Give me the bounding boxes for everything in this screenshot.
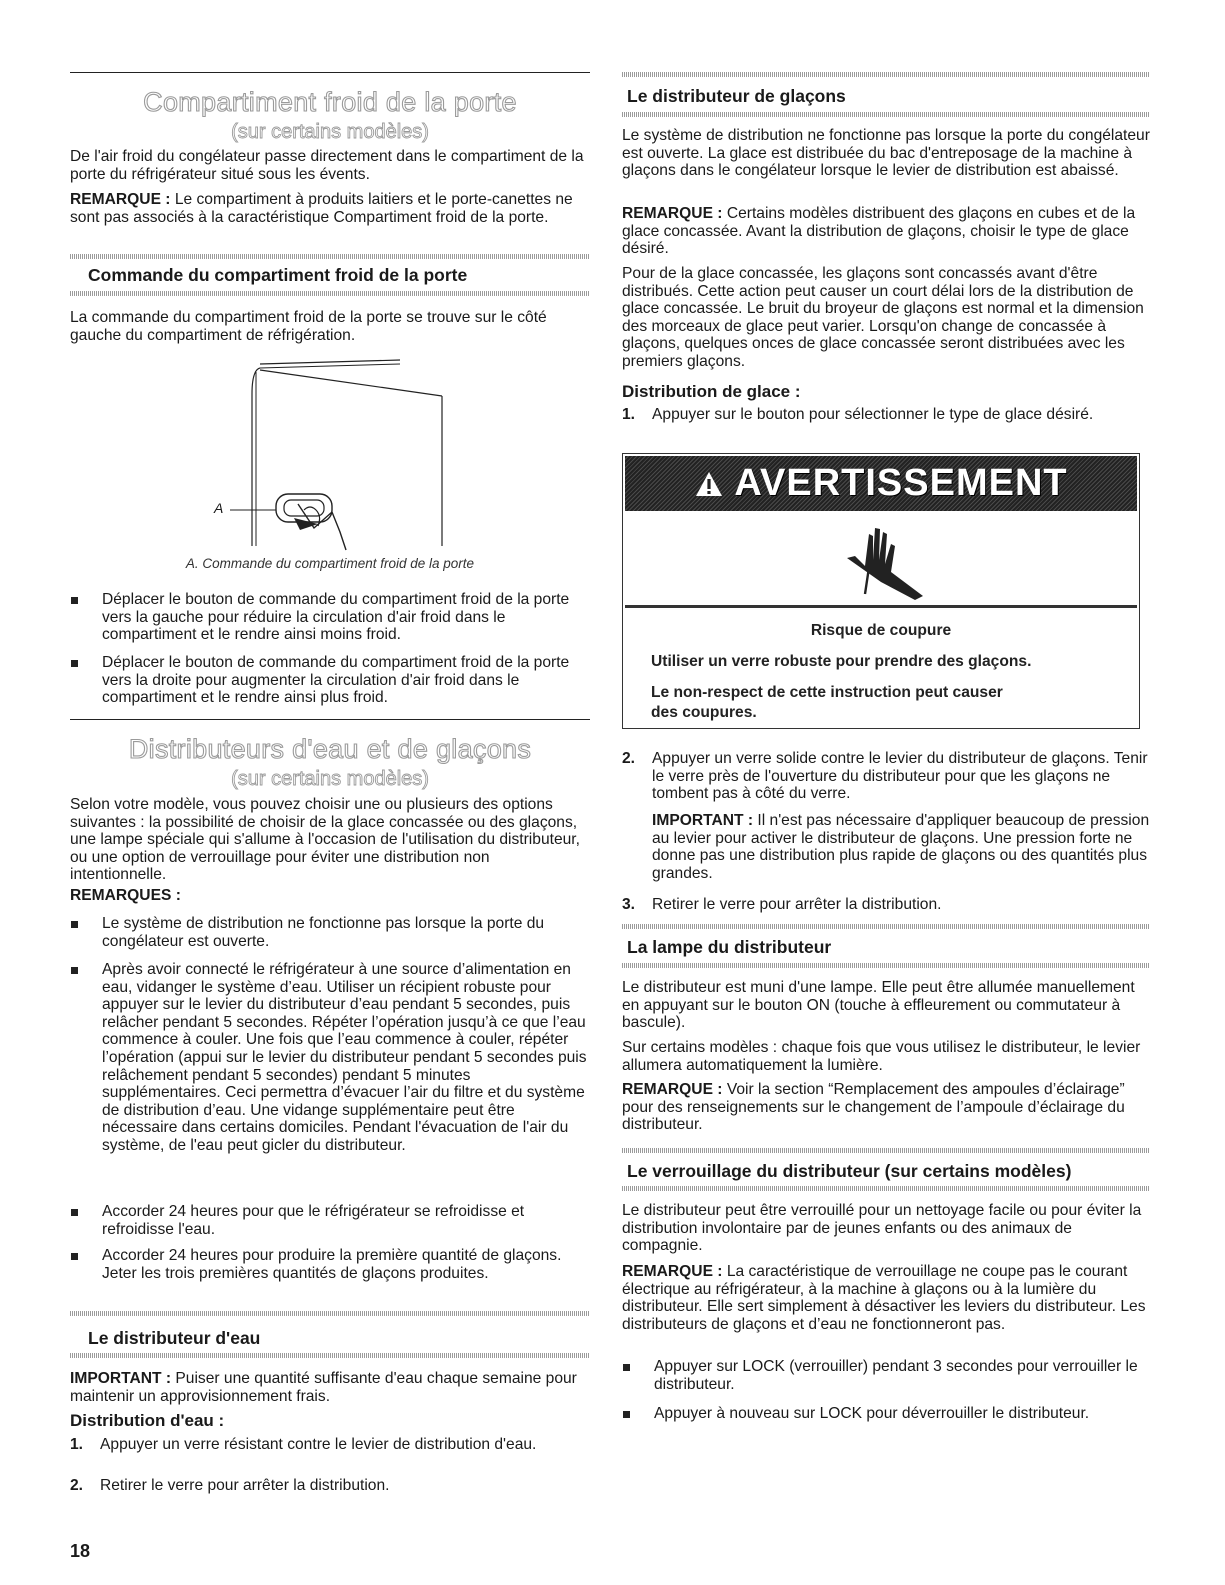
door-compartment-illustration [190,354,530,554]
paragraph: Selon votre modèle, vous pouvez choisir une ou plusieurs des options suivantes : la possibilité de choisir de la glace concassée ou des glaçons, une lampe spéciale qui s'allume à l'occasion de l'utilisation du distributeur, ou une option de verrouillage pour éviter une distribution non intentionnelle. [70,796,580,884]
warning-separator [625,605,1137,608]
divider [70,291,590,296]
paragraph: De l'air froid du congélateur passe directement dans le compartiment de la porte du réfrigérateur situé sous les évents. [70,148,584,183]
bullet-icon [71,1253,78,1260]
remark: REMARQUE : Certains modèles distribuent des glaçons en cubes et de la glace concassée. Avant la distribution de glaçons, choisir le type de glace désiré. [622,205,1136,258]
warning-text: des coupures. [651,704,757,721]
divider [622,112,1150,117]
bullet-icon [71,921,78,928]
list-item: 2. Appuyer un verre solide contre le levier du distributeur de glaçons. Tenir le verre près de l'ouverture du distributeur pour que les glaçons ne tombent pas à côté du verre. [622,750,1148,803]
warning-banner [625,456,1137,511]
list-item: Accorder 24 heures pour que le réfrigérateur se refroidisse et refroidisse l'eau. [70,1203,590,1238]
important-note: IMPORTANT : Il n'est pas nécessaire d'appliquer beaucoup de pression au levier pour activer le distributeur de glaçons. Une pression forte ne donne pas une distribution plus rapide de glaçons ou des quantités plus grandes. [652,812,1150,882]
warning-triangle-icon [694,470,724,498]
divider [622,924,1150,929]
list-item: 1. Appuyer sur le bouton pour sélectionner le type de glace désiré. [622,406,1094,423]
paragraph: Le système de distribution ne fonctionne pas lorsque la porte du congélateur est ouverte. La glace est distribuée du bac d'entreposage de la machine à glaçons dans le congélateur lorsque le levier de distribution est abaissé. [622,127,1150,180]
warning-text: Utiliser un verre robuste pour prendre des glaçons. [651,653,1032,670]
paragraph: Le distributeur peut être verrouillé pour un nettoyage facile ou pour éviter la distribution involontaire par de jeunes enfants ou des animaux de compagnie. [622,1202,1142,1255]
section-title: Compartiment froid de la porte [143,87,517,117]
list-item: Accorder 24 heures pour produire la première quantité de glaçons. Jeter les trois premières quantités de glaçons produites. [70,1247,590,1282]
warning-risk: Risque de coupure [810,622,952,639]
list-item: Déplacer le bouton de commande du compartiment froid de la porte vers la gauche pour réduire la circulation d'air froid dans le compartiment et le rendre ainsi moins froid. [70,591,590,644]
warning-text: Le non-respect de cette instruction peut causer [651,684,1003,701]
list-item: Déplacer le bouton de commande du compartiment froid de la porte vers la droite pour augmenter la circulation d'air froid dans le compartiment et le rendre ainsi plus froid. [70,654,590,707]
divider [70,1353,590,1358]
divider [622,1186,1150,1191]
warning-title: AVERTISSEMENT [734,462,1068,504]
section-heading: Le distributeur de glaçons [627,86,846,106]
section-heading: Le verrouillage du distributeur (sur certains modèles) [627,1161,1072,1181]
bullet-icon [71,1209,78,1216]
subheading: Distribution d'eau : [70,1411,225,1430]
figure-caption: A. Commande du compartiment froid de la porte [185,556,475,571]
paragraph: La commande du compartiment froid de la porte se trouve sur le côté gauche du compartiment de réfrigération. [70,309,547,344]
divider [622,1148,1150,1153]
list-item: Le système de distribution ne fonctionne pas lorsque la porte du congélateur est ouverte. [70,915,590,950]
bullet-icon [623,1411,630,1418]
divider [70,1311,590,1316]
paragraph: Pour de la glace concassée, les glaçons sont concassés avant d'être distribués. Cette action peut causer un court délai lors de la distribution de glace concassée. Le bruit du broyeur de glaçons est normal et la dimension des morceaux de glace peut varier. Lorsqu'on change de concassée à glaçons, quelques onces de glace concassée seront distribuées avec les premiers glaçons. [622,265,1144,370]
section-subtitle: (sur certains modèles) [231,121,429,143]
hand-cut-icon [835,514,935,600]
section-heading: Le distributeur d'eau [88,1328,261,1348]
divider [70,72,590,73]
paragraph: Sur certains modèles : chaque fois que vous utilisez le distributeur, le levier allumera automatiquement la lumière. [622,1039,1141,1074]
divider [70,254,590,259]
important-note: IMPORTANT : Puiser une quantité suffisante d'eau chaque semaine pour maintenir un approvisionnement frais. [70,1370,577,1405]
section-subtitle: (sur certains modèles) [231,768,429,790]
bullet-icon [623,1364,630,1371]
remark: REMARQUE : Voir la section “Remplacement des ampoules d’éclairage” pour des renseignements sur le changement de l’ampoule d’éclairage du distributeur. [622,1081,1125,1134]
section-heading: La lampe du distributeur [627,937,832,957]
subheading: Distribution de glace : [622,382,801,401]
bullet-icon [71,660,78,667]
section-title: Distributeurs d'eau et de glaçons [128,734,532,764]
section-heading: Commande du compartiment froid de la porte [88,265,468,285]
figure-label: A [214,500,224,516]
list-item: Après avoir connecté le réfrigérateur à une source d’alimentation en eau, vidanger le système d’eau. Utiliser un récipient robuste pour appuyer sur le levier du distributeur d’eau pendant 5 secondes, puis relâcher pendant 5 secondes. Répéter l’opération jusqu’à ce que l’eau commence à couler. Une fois que l’eau commence à couler, répéter l’opération (appui sur le levier du distributeur pendant 5 secondes puis relâchement pendant 5 secondes) pendant 5 minutes supplémentaires. Ceci permettra d’évacuer l’air du filtre et du système de distribution d’eau. Une vidange supplémentaire peut être nécessaire dans certains domiciles. Pendant l'évacuation de l'air du système, de l'eau peut gicler du distributeur. [70,961,590,1155]
list-item: Appuyer à nouveau sur LOCK pour déverrouiller le distributeur. [622,1405,1150,1423]
page-number: 18 [70,1541,91,1561]
divider [622,72,1150,77]
list-item: 3. Retirer le verre pour arrêter la distribution. [622,896,942,913]
divider [70,719,590,720]
list-item: Appuyer sur LOCK (verrouiller) pendant 3 secondes pour verrouiller le distributeur. [622,1358,1150,1393]
divider [622,963,1150,968]
remark: REMARQUE : La caractéristique de verrouillage ne coupe pas le courant électrique au réfrigérateur, à la machine à glaçons ou à la lumière du distributeur. Elle sert simplement à désactiver les leviers du distributeur. Les distributeurs de glaçons et d’eau ne fonctionneront pas. [622,1263,1146,1333]
bullet-icon [71,597,78,604]
list-item: 1. Appuyer un verre résistant contre le levier de distribution d'eau. [70,1436,537,1453]
bullet-icon [71,967,78,974]
remark: REMARQUE : Le compartiment à produits laitiers et le porte-canettes ne sont pas associés à la caractéristique Compartiment froid de la porte. [70,191,573,226]
list-item: 2. Retirer le verre pour arrêter la distribution. [70,1477,390,1494]
paragraph: Le distributeur est muni d'une lampe. Elle peut être allumée manuellement en appuyant sur le bouton ON (touche à effleurement ou commutateur à bascule). [622,979,1135,1032]
warning-box [622,453,1140,729]
remarks-label: REMARQUES : [70,887,181,904]
